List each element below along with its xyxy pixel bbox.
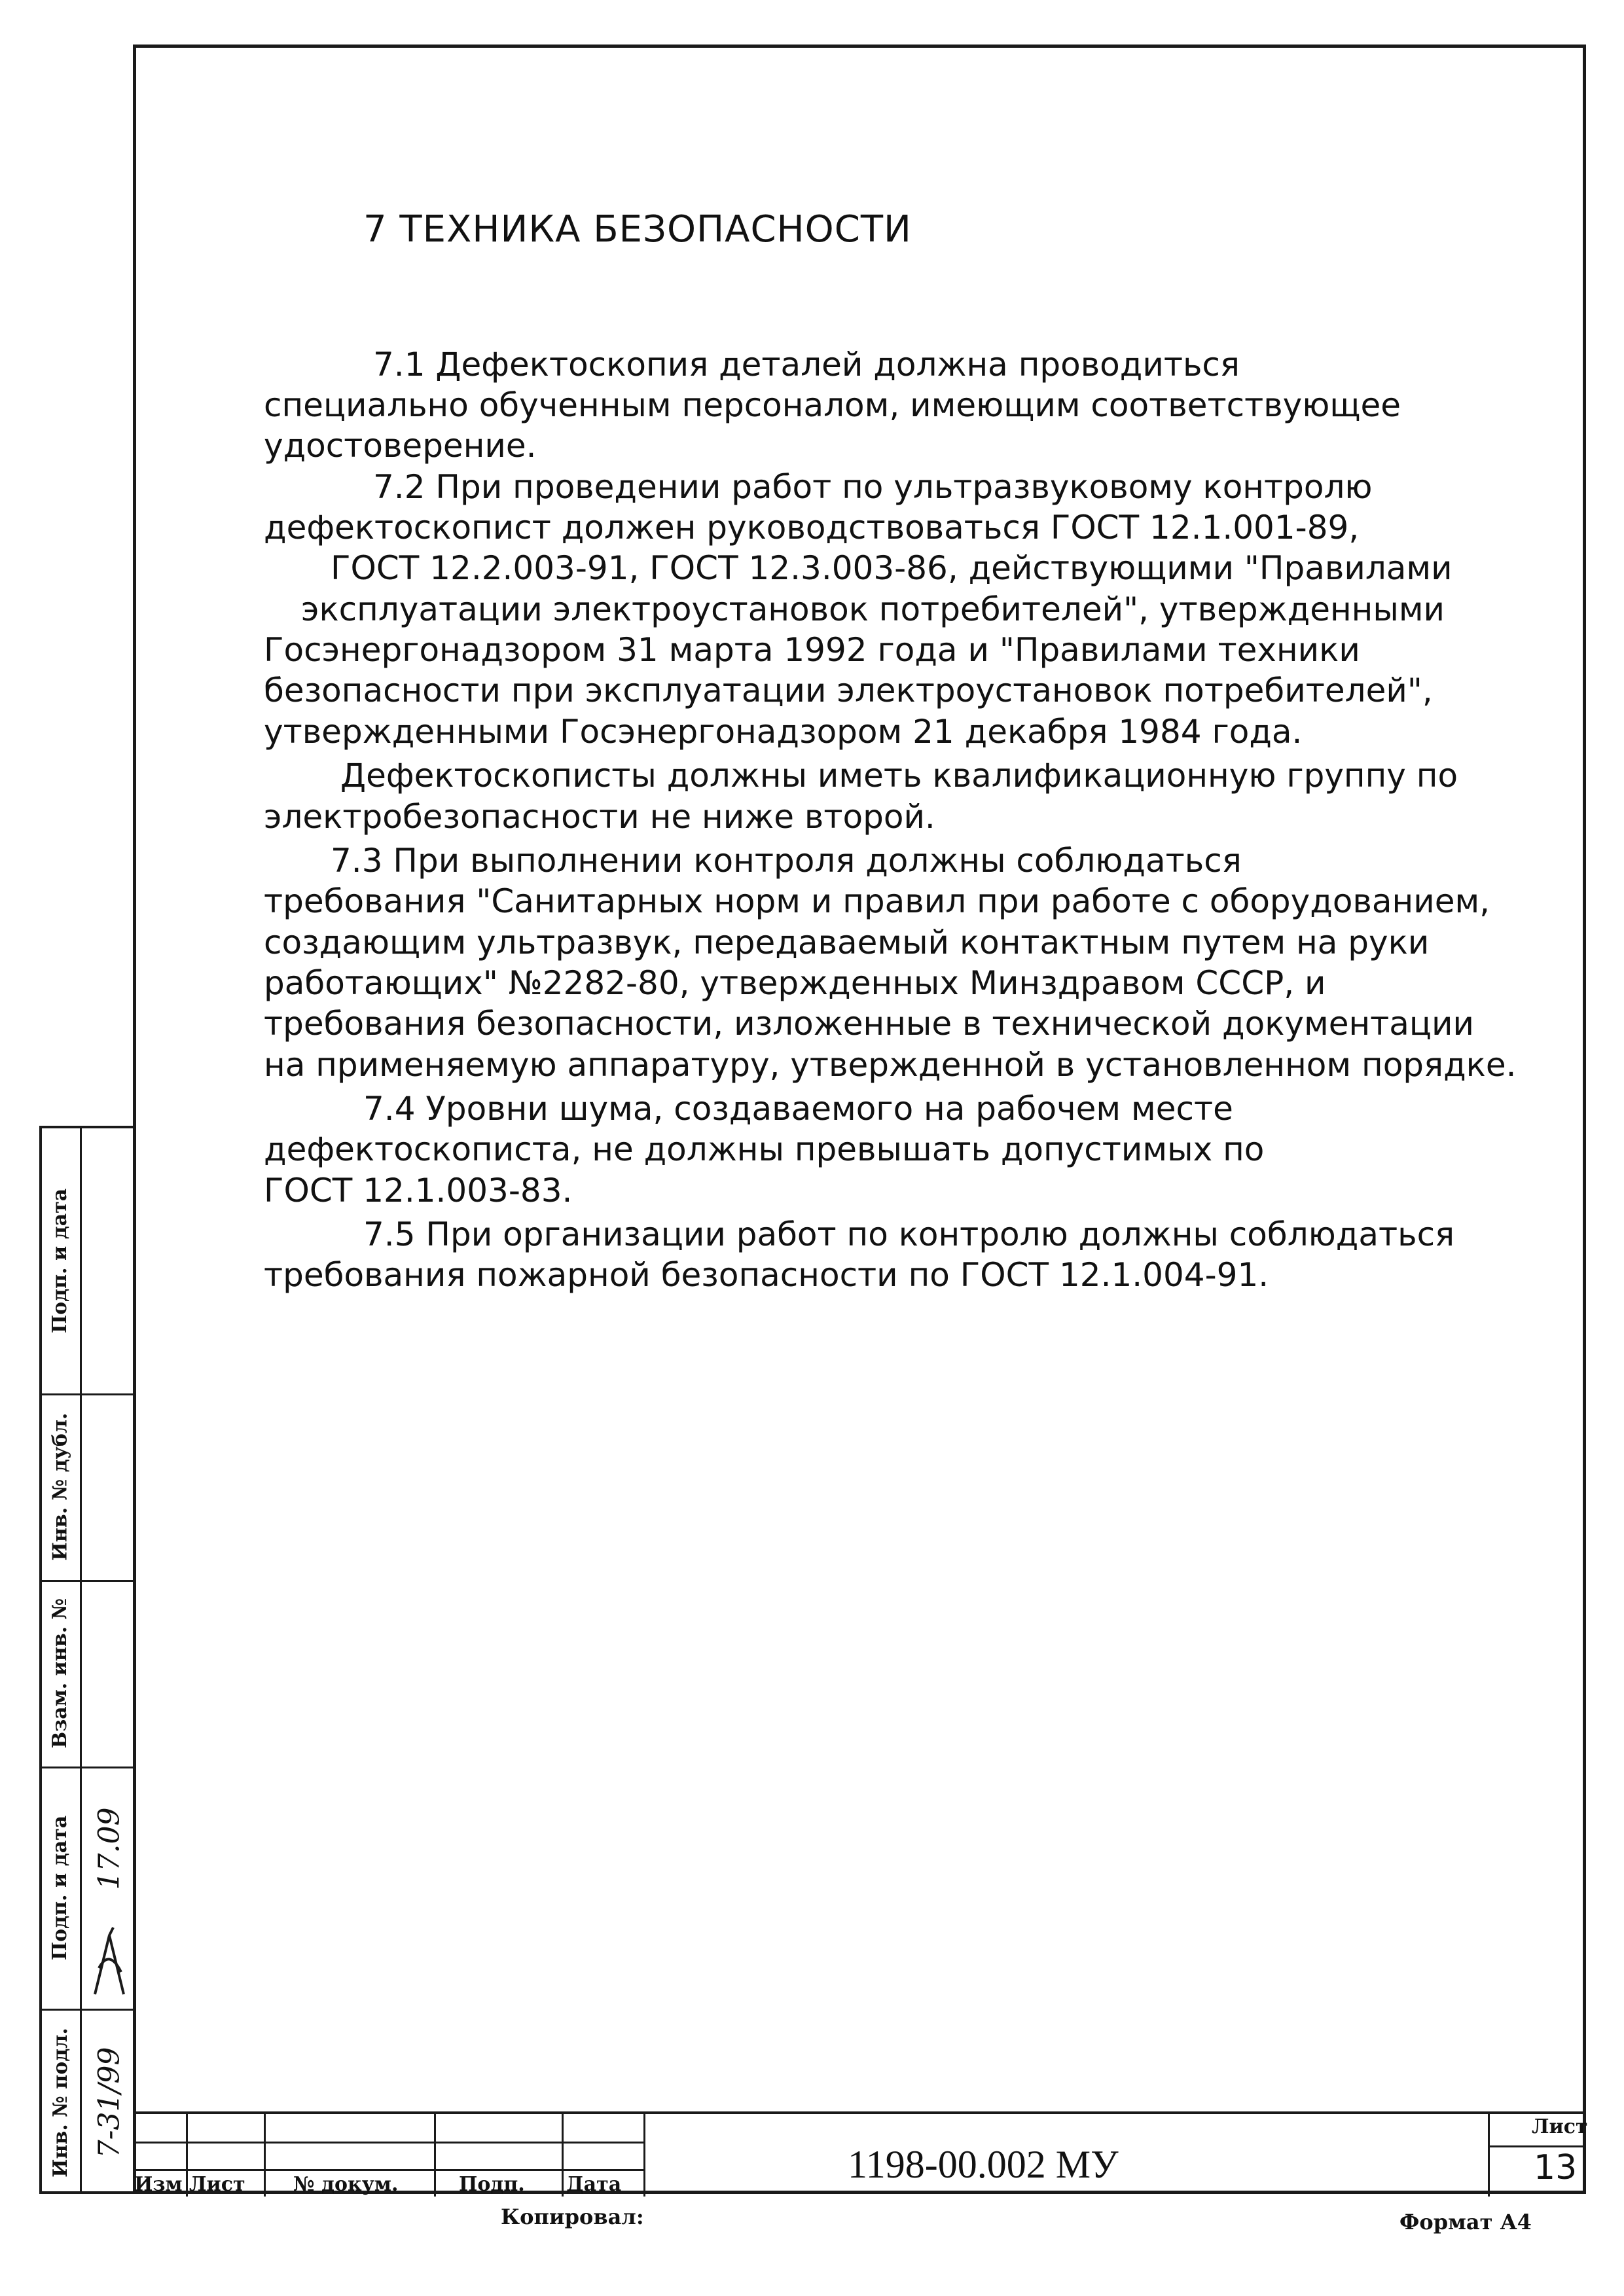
- document-code: 1198-00.002 МУ: [848, 2143, 1119, 2186]
- body-line: Госэнергонадзором 31 марта 1992 года и "Правилами техники: [264, 631, 1360, 669]
- title-block-divider: [1488, 2145, 1586, 2147]
- section-heading: 7 ТЕХНИКА БЕЗОПАСНОСТИ: [363, 208, 912, 251]
- body-line: 7.5 При организации работ по контролю должны соблюдаться: [363, 1215, 1455, 1253]
- body-line: удостоверение.: [264, 427, 537, 465]
- title-block-divider: [133, 2142, 643, 2144]
- stamp-label-orig-inv: Инв. № подл.: [48, 2028, 72, 2178]
- body-line: 7.4 Уровни шума, создаваемого на рабочем месте: [363, 1090, 1233, 1128]
- col-izm: Изм: [134, 2173, 183, 2196]
- body-line: электробезопасности не ниже второй.: [264, 798, 935, 836]
- body-line: требования "Санитарных норм и правил при работе с оборудованием,: [264, 882, 1490, 920]
- body-line: утвержденными Госэнергонадзором 21 декабря 1984 года.: [264, 713, 1303, 751]
- body-line: Дефектоскописты должны иметь квалификационную группу по: [340, 757, 1458, 795]
- body-line: 7.1 Дефектоскопия деталей должна проводиться: [373, 346, 1240, 384]
- body-line: эксплуатации электроустановок потребителей", утвержденными: [301, 590, 1445, 628]
- col-date: Дата: [566, 2173, 622, 2196]
- sheet-label: Лист: [1532, 2115, 1588, 2138]
- body-line: 7.3 При выполнении контроля должны соблюдаться: [331, 842, 1242, 880]
- body-line: дефектоскописта, не должны превышать допустимых по: [264, 1130, 1265, 1168]
- body-line: ГОСТ 12.2.003-91, ГОСТ 12.3.003-86, действующими "Правилами: [331, 549, 1453, 587]
- body-line: создающим ультразвук, передаваемый контактным путем на руки: [264, 924, 1430, 961]
- title-block-divider: [133, 2169, 643, 2171]
- handwritten-inv-number: 7-31/99: [92, 2047, 126, 2159]
- title-block-divider: [643, 2114, 645, 2197]
- title-block-divider: [186, 2114, 188, 2197]
- stamp-label-dup-inv: Инв. № дубл.: [48, 1412, 72, 1561]
- stamp-label-sign-date: Подп. и дата: [48, 1188, 72, 1334]
- handwritten-date: 17.09: [92, 1807, 126, 1890]
- stamp-label-sign-date: Подп. и дата: [48, 1815, 72, 1960]
- col-signature: Подп.: [459, 2173, 525, 2196]
- col-doc-number: № докум.: [293, 2173, 399, 2196]
- side-stamp: [39, 1126, 134, 2194]
- col-list: Лист: [189, 2173, 245, 2196]
- format-label: Формат А4: [1399, 2210, 1532, 2234]
- stamp-label-replace-inv: Взам. инв. №: [48, 1598, 72, 1749]
- body-line: ГОСТ 12.1.003-83.: [264, 1172, 573, 1210]
- title-block-divider: [434, 2114, 436, 2197]
- handwritten-signature: [84, 1914, 135, 2009]
- body-line: безопасности при эксплуатации электроустановок потребителей",: [264, 672, 1433, 709]
- sheet-number: 13: [1534, 2148, 1578, 2187]
- body-line: требования безопасности, изложенные в технической документации: [264, 1005, 1474, 1043]
- copied-by-label: Копировал:: [501, 2204, 644, 2229]
- title-block-divider: [562, 2114, 564, 2197]
- body-line: 7.2 При проведении работ по ультразвуковому контролю: [373, 468, 1373, 506]
- body-line: дефектоскопист должен руководствоваться ГОСТ 12.1.001-89,: [264, 509, 1360, 547]
- title-block-divider: [1488, 2114, 1490, 2197]
- title-block-divider: [264, 2114, 266, 2197]
- body-line: требования пожарной безопасности по ГОСТ 12.1.004-91.: [264, 1256, 1269, 1294]
- body-line: специально обученным персоналом, имеющим соответствующее: [264, 386, 1401, 424]
- body-line: на применяемую аппаратуру, утвержденной в установленном порядке.: [264, 1046, 1517, 1084]
- body-line: работающих" №2282-80, утвержденных Минздравом СССР, и: [264, 964, 1326, 1002]
